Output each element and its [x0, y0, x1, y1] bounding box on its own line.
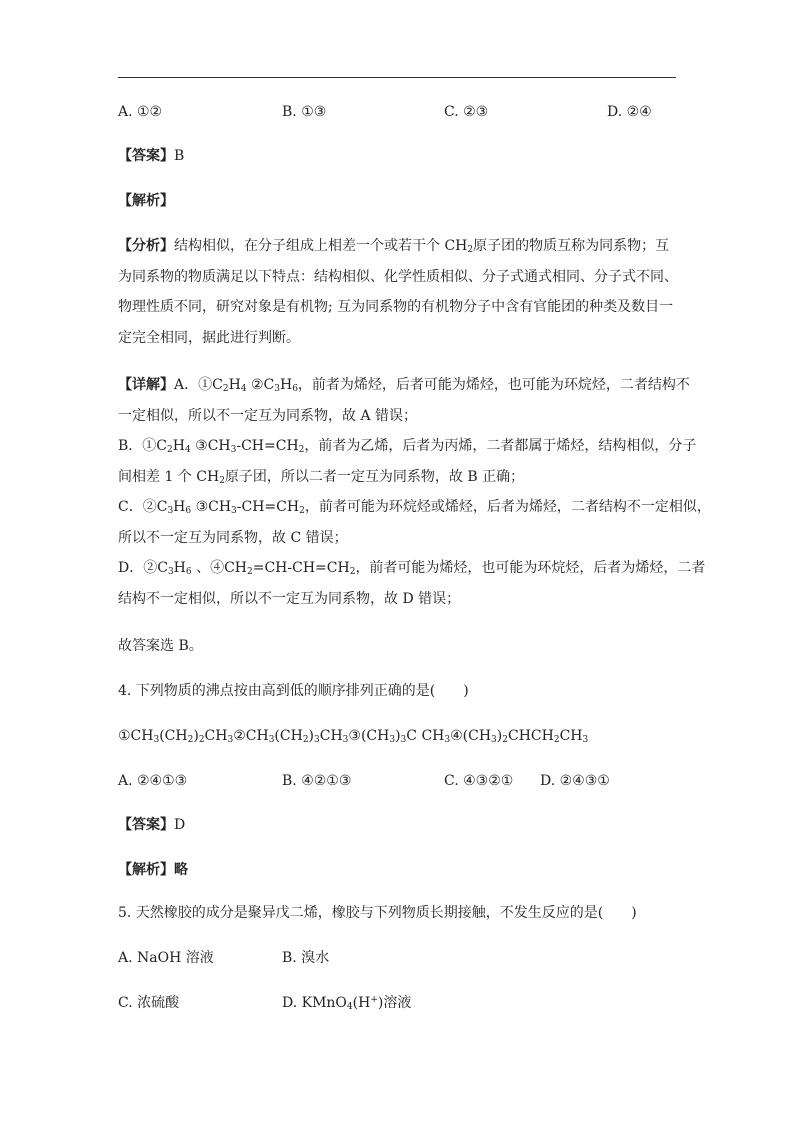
q4-option-a: A. ②④①③ [118, 773, 188, 789]
analysis-q4: 【解析】略 [118, 862, 188, 878]
q5-option-a: A. NaOH 溶液 [118, 950, 214, 966]
answer-value: B [174, 148, 185, 164]
q4-formulas: $①CH_3(CH_2)_2CH_3②CH_3(CH_2)_3CH_3③(CH_3)_3C$ $CH_3④(CH_3)_2CHCH_2CH_3$ [118, 728, 589, 745]
q3-option-c: C. ②③ [444, 104, 489, 120]
answer-line-q4: 【答案】D [118, 817, 186, 833]
q4-option-d: D. ②④③① [540, 773, 610, 789]
q5-option-b: B. 溴水 [282, 950, 330, 966]
conclusion-q3: 故答案选 B。 [118, 638, 203, 654]
q4-stem: 4. 下列物质的沸点按由高到低的顺序排列正确的是( ) [118, 683, 469, 699]
q3-option-d: D. ②④ [607, 104, 652, 120]
q3-option-a: A. ①② [118, 104, 163, 120]
q5-option-c: C. 浓硫酸 [118, 995, 180, 1011]
xiangjie-label: 【详解】 [118, 377, 174, 393]
q5-stem: 5. 天然橡胶的成分是聚异戊二烯，橡胶与下列物质长期接触，不发生反应的是( ) [118, 905, 637, 921]
q5-option-d: D. KMnO$_4$(H+)溶液 [282, 995, 412, 1012]
fenxi-label: 【分析】 [118, 238, 174, 254]
q3-option-b: B. ①③ [282, 104, 327, 120]
q4-option-b: B. ④②①③ [282, 773, 352, 789]
q4-option-c: C. ④③②① [444, 773, 514, 789]
header-rule [118, 77, 676, 78]
analysis-heading: 【解析】 [118, 193, 174, 209]
xiangjie-paragraph: 【详解】A．$①C_2H_4$ $②C_3H_6$，前者为烯烃，后者可能为烯烃，也可能为环烷烃，二者结构不 一定相似，所以不一定互为同系物，故 A 错误； B．$①C_2H_4$ $③CH_3-CH=CH_2$，前者为乙烯，后者为丙烯，二者都属于烯烃，结构相似，分子 间相差 1 个 $CH_2$原子团，所以二者一定互为同系物，故 B 正确； C．$②C_3H_6$ $③CH_3-CH=CH_2$，前者可能为环烷烃或烯烃，后者为烯烃，二者结构不一定相似， 所以不一定互为同系物，故 C 错误； D．$②C_3H_6$ 、$④CH_2=CH-CH=CH_2$，前者可能为烯烃，也可能为环烷烃，后者为烯烃，二者 结构不一定相似，所以不一定互为同系物，故 D 错误； [118, 377, 711, 607]
fenxi-paragraph: 【分析】结构相似，在分子组成上相差一个或若干个 $CH_2$原子团的物质互称为同系物；互 为同系物的物质满足以下特点：结构相似、化学性质相似、分子式通式相同、分子式不同、 物理性质不同，研究对象是有机物; 互为同系物的有机物分子中含有官能团的种类及数目一 定完全相同，据此进行判断。 [118, 238, 678, 346]
answer-line-q3 [118, 146, 184, 166]
answer-label: 【答案】 [118, 148, 174, 164]
